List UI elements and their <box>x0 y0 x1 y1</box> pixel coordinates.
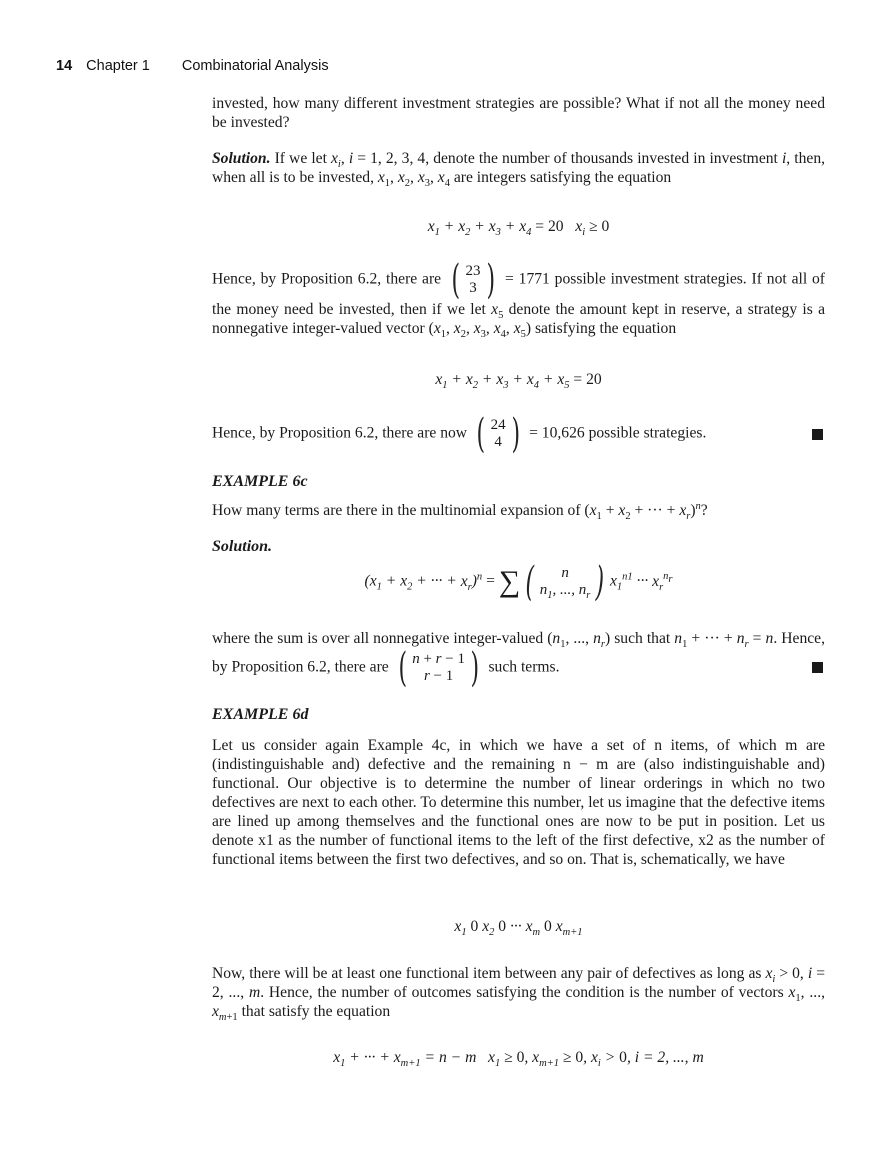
equation-1: $x_1 + x_2 + x_3 + x_4 = 20$ $x_i \ge 0$ <box>427 218 610 239</box>
paragraph-6d: Let us consider again Example 4c, in which we have a set of n items, of which m are (indistinguishable and) defective and the remaining n − m are (also indistinguishable and) functional. Our objective is to determine the number of linear orderings in which no two defectives are next to each other. To determine this number, let us imagine that the defective items are lined up among themselves and the functional ones are now to be put in position. Let us denote x1 as the number of functional items to the left of the first defective, x2 as the number of functional items between the first two defectives, and so on. That is, schematically, we have <box>212 737 825 868</box>
value-1771: 1771 <box>518 270 550 288</box>
qed-square-2 <box>812 662 823 673</box>
equation-schematic: $x_1$ 0 $x_2$ 0 ··· $x_m$ 0 $x_{m+1}$ <box>454 918 583 939</box>
paragraph-6c: How many terms are there in the multinomial expansion of ($x_1 + x_2$ + ··· + $x_r)^n$? <box>212 500 708 523</box>
chapter-label: Chapter 1 <box>86 58 150 74</box>
example-6c-heading: EXAMPLE 6c <box>212 473 308 490</box>
value-10626: 10,626 <box>541 424 585 442</box>
binomial-n-r-1: ( n + r − 1 r − 1 ) <box>398 645 480 691</box>
qed-square-1 <box>812 429 823 440</box>
paragraph-6c-conclusion: where the sum is over all nonnegative integer-valued ($n_1$, ..., $n_r$) such that $n_1$ + ··· + $n_r = n$. Hence, by Proposition 6.2, there are ( n + r − 1 r − 1 ) such terms. <box>212 630 826 691</box>
binomial-24-4: ( 24 4 ) <box>476 411 520 457</box>
paragraph-prop-2: Hence, by Proposition 6.2, there are now ( 24 4 ) = 10,626 possible strategies. <box>212 411 707 457</box>
equation-multinomial: ($x_1 + x_2$ + ··· + $x_r)^n$ = ∑ ( n $n_1$, ..., $n_r$ ) $x_1^{n1}$ ··· $x_r^{n_r}$ <box>364 559 673 605</box>
solution-label: Solution. <box>212 150 271 167</box>
page-header <box>56 58 329 74</box>
equation-2: $x_1 + x_2 + x_3 + x_4 + x_5 = 20$ <box>435 371 602 392</box>
equation-final: $x_1$ + ··· + $x_{m+1} = n - m$ $x_1 \ge 0$, $x_{m+1} \ge 0$, $x_i > 0$, i = 2, ..., m <box>333 1049 704 1070</box>
paragraph-prop-1: Hence, by Proposition 6.2, there are ( 23 3 ) = 1771 possible investment strategies. If not all of the money need be invested, then if we let $x_5$ denote the amount kept in reserve, a strategy is a nonnegative integer-valued vector ($x_1$, $x_2$, $x_3$, $x_4$, $x_5$) satisfying the equation <box>212 257 825 341</box>
solution-label-2: Solution. <box>212 538 273 555</box>
paragraph-intro: invested, how many different investment strategies are possible? What if not all the money need be invested? <box>212 95 825 131</box>
chapter-title: Combinatorial Analysis <box>181 58 329 74</box>
binomial-23-3: ( 23 3 ) <box>451 257 495 303</box>
paragraph-6d-conclusion: Now, there will be at least one functional item between any pair of defectives as long as $x_i > 0$, i = 2, ..., m. Hence, the number of outcomes satisfying the condition is the number of vectors $x_1$, ..., $x_{m+1}$ that satisfy the equation <box>212 965 825 1024</box>
example-6d-heading: EXAMPLE 6d <box>212 706 309 723</box>
page-number: 14 <box>56 58 73 74</box>
solution-paragraph-1: Solution. If we let $x_i$, i = 1, 2, 3, 4, denote the number of thousands invested in investment i, then, when all is to be invested, $x_1$, $x_2$, $x_3$, $x_4$ are integers satisfying the equation <box>212 150 826 190</box>
